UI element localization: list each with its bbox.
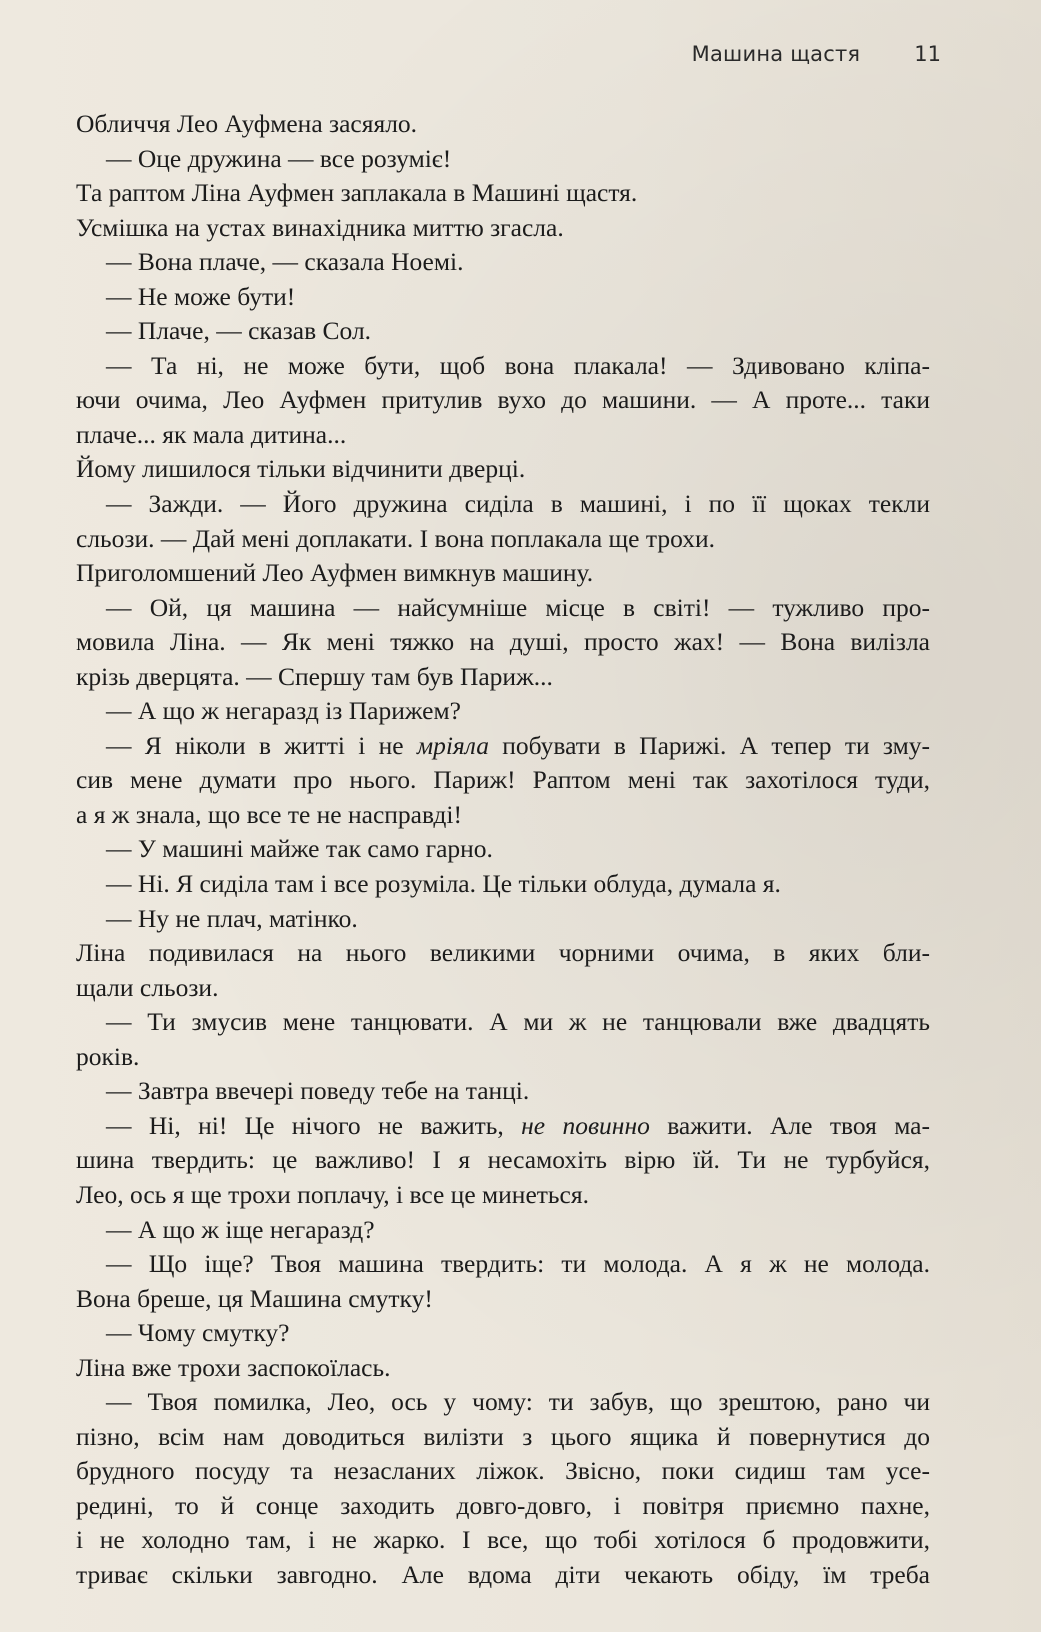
text-line: — Зажди. — Його дружина сиділа в машині, і по її щоках текли xyxy=(106,489,930,519)
text-line: — Не може бути! xyxy=(106,281,296,311)
text-line: — Плаче, — сказав Сол. xyxy=(106,316,372,346)
text-line: а я ж знала, що все те не насправді! xyxy=(76,799,462,829)
text-line: триває скільки завгодно. Але вдома діти чекають обіду, їм треба xyxy=(76,1559,930,1589)
text-line: Та раптом Ліна Ауфмен заплакала в Машині щастя. xyxy=(76,178,638,208)
text-line: — Твоя помилка, Лео, ось у чому: ти забув, що зрештою, рано чи xyxy=(106,1387,930,1417)
text-line: — Оце дружина — все розуміє! xyxy=(106,143,452,173)
text-line: — У машині майже так само гарно. xyxy=(106,834,493,864)
text-line: Йому лишилося тільки відчинити дверці. xyxy=(76,454,526,484)
text-line: пізно, всім нам доводиться вилізти з цього ящика й повернутися до xyxy=(76,1421,930,1451)
text-line: сив мене думати про нього. Париж! Раптом мені так захотілося туди, xyxy=(76,765,930,795)
text-line: — Завтра ввечері поведу тебе на танці. xyxy=(106,1076,530,1106)
body-text xyxy=(76,107,930,1593)
text-line: Обличчя Лео Ауфмена засяяло. xyxy=(76,109,418,138)
text-line: щали сльози. xyxy=(76,972,219,1002)
page-number: 11 xyxy=(914,42,941,66)
text-line: Приголомшений Лео Ауфмен вимкнув машину. xyxy=(76,558,594,588)
text-line: — А що ж іще негаразд? xyxy=(106,1214,375,1244)
text-line: шина твердить: це важливо! І я несамохіть вірю їй. Ти не турбуйся, xyxy=(76,1145,930,1175)
text-line: — Що іще? Твоя машина твердить: ти молода. А я ж не молода. xyxy=(106,1249,930,1279)
text-line: — Ну не плач, матінко. xyxy=(106,903,358,933)
running-title: Машина щастя xyxy=(691,42,861,66)
text-line: — Ти змусив мене танцювати. А ми ж не танцювали вже двадцять xyxy=(106,1007,930,1037)
text-line: Вона бреше, ця Машина смутку! xyxy=(76,1283,433,1313)
text-line: — А що ж негаразд із Парижем? xyxy=(106,696,461,726)
text-line: Лео, ось я ще трохи поплачу, і все це минеться. xyxy=(76,1179,589,1209)
text-line: Усмішка на устах винахідника миттю згасла. xyxy=(76,212,564,242)
text-line: Ліна подивилася на нього великими чорними очима, в яких бли- xyxy=(76,938,930,968)
text-line: — Ой, ця машина — найсумніше місце в світі! — тужливо про- xyxy=(106,592,930,622)
emphasis: не повинно xyxy=(521,1110,650,1140)
text-line: — Вона плаче, — сказала Ноемі. xyxy=(106,247,464,277)
text-line: — Та ні, не може бути, щоб вона плакала! — Здивовано кліпа- xyxy=(106,350,930,380)
text-line: — Ні. Я сиділа там і все розуміла. Це тільки облуда, думала я. xyxy=(106,869,781,899)
text-line: мовила Ліна. — Як мені тяжко на душі, просто жах! — Вона вилізла xyxy=(76,627,930,657)
text-line: ючи очима, Лео Ауфмен притулив вухо до машини. — А проте... таки xyxy=(76,385,930,415)
text-line: редині, то й сонце заходить довго-довго, і повітря приємно пахне, xyxy=(76,1490,930,1520)
text-line: — Ні, ні! Це нічого не важить, не повинно важити. Але твоя ма- xyxy=(106,1110,930,1140)
text-line: Ліна вже трохи заспокоїлась. xyxy=(76,1352,391,1382)
text-line: крізь дверцята. — Спершу там був Париж... xyxy=(76,661,553,691)
text-line: років. xyxy=(76,1041,140,1071)
running-header xyxy=(692,42,941,66)
text-line: і не холодно там, і не жарко. І все, що тобі хотілося б продовжити, xyxy=(76,1525,930,1555)
text-line: — Я ніколи в житті і не мріяла побувати в Парижі. А тепер ти зму- xyxy=(106,730,930,760)
text-line: плаче... як мала дитина... xyxy=(76,419,347,449)
emphasis: мріяла xyxy=(416,730,489,760)
text-line: сльози. — Дай мені доплакати. І вона поплакала ще трохи. xyxy=(76,523,715,553)
text-line: — Чому смутку? xyxy=(106,1318,290,1348)
text-line: брудного посуду та незасланих ліжок. Звісно, поки сидиш там усе- xyxy=(76,1456,930,1486)
